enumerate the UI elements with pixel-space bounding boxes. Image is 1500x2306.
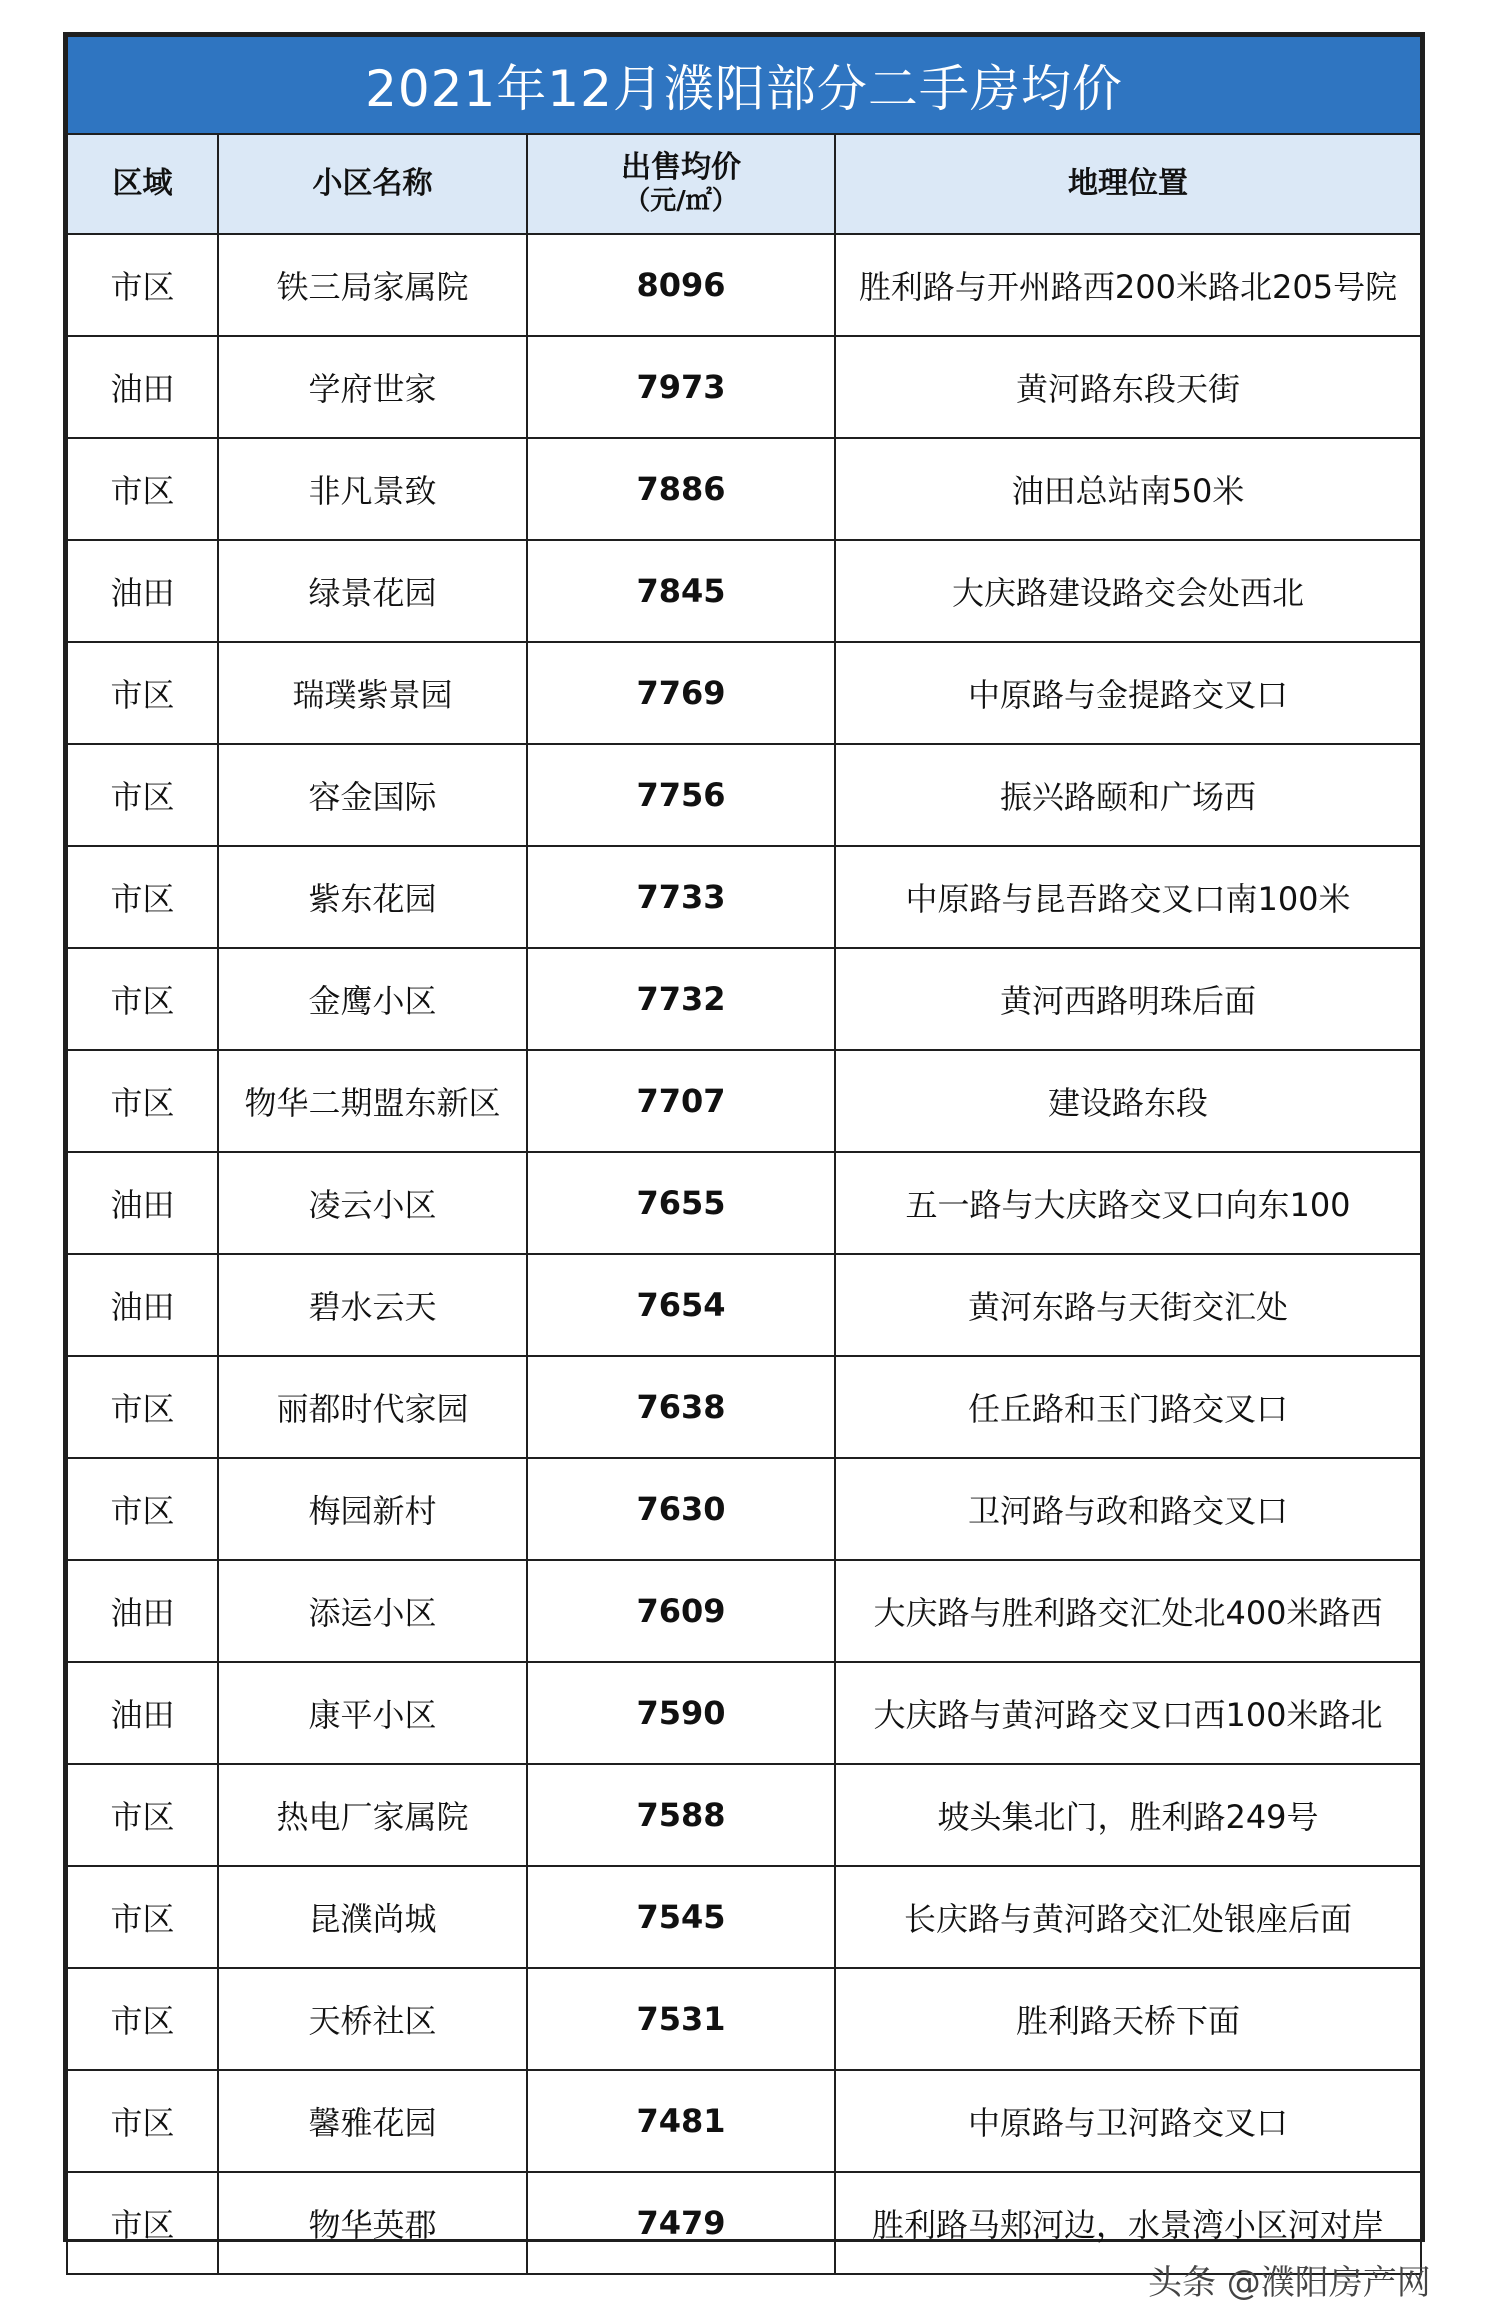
price-table-container: [63, 32, 1425, 2242]
table-row: [67, 744, 1421, 846]
cell-region: 市区: [67, 948, 218, 1050]
cell-location: 胜利路天桥下面: [835, 1968, 1421, 2070]
cell-name: 容金国际: [218, 744, 527, 846]
cell-location: 黄河西路明珠后面: [835, 948, 1421, 1050]
cell-region: 市区: [67, 438, 218, 540]
cell-location: 大庆路与胜利路交汇处北400米路西: [835, 1560, 1421, 1662]
header-price: [527, 134, 835, 234]
cell-name: 瑞璞紫景园: [218, 642, 527, 744]
price-table: [66, 35, 1422, 2275]
cell-name: 碧水云天: [218, 1254, 527, 1356]
cell-region: 油田: [67, 336, 218, 438]
cell-location: 大庆路建设路交会处西北: [835, 540, 1421, 642]
table-row: [67, 1050, 1421, 1152]
cell-price: 7886: [527, 438, 835, 540]
cell-price: 7769: [527, 642, 835, 744]
cell-region: 市区: [67, 846, 218, 948]
cell-location: 油田总站南50米: [835, 438, 1421, 540]
cell-region: 市区: [67, 642, 218, 744]
cell-name: 学府世家: [218, 336, 527, 438]
cell-name: 绿景花园: [218, 540, 527, 642]
cell-price: 7707: [527, 1050, 835, 1152]
header-region: 区域: [67, 134, 218, 234]
cell-name: 丽都时代家园: [218, 1356, 527, 1458]
table-row: [67, 846, 1421, 948]
cell-location: 胜利路与开州路西200米路北205号院: [835, 234, 1421, 336]
cell-location: 五一路与大庆路交叉口向东100: [835, 1152, 1421, 1254]
cell-region: 市区: [67, 1968, 218, 2070]
cell-region: 市区: [67, 234, 218, 336]
cell-name: 紫东花园: [218, 846, 527, 948]
cell-location: 大庆路与黄河路交叉口西100米路北: [835, 1662, 1421, 1764]
watermark: 头条 @濮阳房产网: [1148, 2263, 1431, 2303]
header-location: 地理位置: [835, 134, 1421, 234]
cell-price: 7588: [527, 1764, 835, 1866]
cell-location: 长庆路与黄河路交汇处银座后面: [835, 1866, 1421, 1968]
cell-region: 市区: [67, 1764, 218, 1866]
cell-name: 康平小区: [218, 1662, 527, 1764]
header-price-unit: （元/㎡）: [624, 186, 738, 217]
cell-name: 非凡景致: [218, 438, 527, 540]
cell-name: 铁三局家属院: [218, 234, 527, 336]
cell-region: 油田: [67, 540, 218, 642]
header-name: 小区名称: [218, 134, 527, 234]
cell-location: 黄河路东段天街: [835, 336, 1421, 438]
cell-name: 天桥社区: [218, 1968, 527, 2070]
table-title: 2021年12月濮阳部分二手房均价: [67, 36, 1421, 134]
cell-price: 7733: [527, 846, 835, 948]
cell-region: 市区: [67, 1356, 218, 1458]
table-row: [67, 1560, 1421, 1662]
cell-location: 黄河东路与天街交汇处: [835, 1254, 1421, 1356]
cell-name: 金鹰小区: [218, 948, 527, 1050]
cell-region: 市区: [67, 2172, 218, 2274]
cell-name: 昆濮尚城: [218, 1866, 527, 1968]
cell-price: 7609: [527, 1560, 835, 1662]
cell-location: 任丘路和玉门路交叉口: [835, 1356, 1421, 1458]
table-row: [67, 234, 1421, 336]
table-row: [67, 1764, 1421, 1866]
cell-region: 油田: [67, 1560, 218, 1662]
table-row: [67, 438, 1421, 540]
cell-price: 7973: [527, 336, 835, 438]
cell-price: 7531: [527, 1968, 835, 2070]
table-header-row: [67, 134, 1421, 234]
cell-price: 7590: [527, 1662, 835, 1764]
cell-location: 卫河路与政和路交叉口: [835, 1458, 1421, 1560]
cell-name: 馨雅花园: [218, 2070, 527, 2172]
cell-price: 7479: [527, 2172, 835, 2274]
cell-price: 7638: [527, 1356, 835, 1458]
cell-name: 凌云小区: [218, 1152, 527, 1254]
cell-price: 8096: [527, 234, 835, 336]
cell-location: 中原路与卫河路交叉口: [835, 2070, 1421, 2172]
cell-price: 7481: [527, 2070, 835, 2172]
table-row: [67, 336, 1421, 438]
cell-name: 热电厂家属院: [218, 1764, 527, 1866]
table-row: [67, 540, 1421, 642]
table-row: [67, 1254, 1421, 1356]
table-row: [67, 642, 1421, 744]
cell-location: 振兴路颐和广场西: [835, 744, 1421, 846]
cell-region: 市区: [67, 744, 218, 846]
cell-region: 油田: [67, 1254, 218, 1356]
table-row: [67, 1866, 1421, 1968]
cell-price: 7756: [527, 744, 835, 846]
cell-name: 梅园新村: [218, 1458, 527, 1560]
table-body: [67, 234, 1421, 2274]
cell-price: 7845: [527, 540, 835, 642]
cell-price: 7732: [527, 948, 835, 1050]
cell-price: 7655: [527, 1152, 835, 1254]
table-row: [67, 1458, 1421, 1560]
table-row: [67, 1152, 1421, 1254]
table-row: [67, 948, 1421, 1050]
cell-name: 添运小区: [218, 1560, 527, 1662]
cell-location: 中原路与昆吾路交叉口南100米: [835, 846, 1421, 948]
cell-price: 7654: [527, 1254, 835, 1356]
cell-region: 市区: [67, 1458, 218, 1560]
cell-region: 油田: [67, 1152, 218, 1254]
cell-region: 市区: [67, 1050, 218, 1152]
cell-location: 胜利路马郏河边，水景湾小区河对岸: [835, 2172, 1421, 2274]
cell-price: 7630: [527, 1458, 835, 1560]
cell-price: 7545: [527, 1866, 835, 1968]
table-row: [67, 1356, 1421, 1458]
cell-name: 物华英郡: [218, 2172, 527, 2274]
cell-region: 市区: [67, 2070, 218, 2172]
cell-name: 物华二期盟东新区: [218, 1050, 527, 1152]
cell-region: 油田: [67, 1662, 218, 1764]
table-row: [67, 2070, 1421, 2172]
cell-region: 市区: [67, 1866, 218, 1968]
cell-location: 坡头集北门，胜利路249号: [835, 1764, 1421, 1866]
table-row: [67, 1662, 1421, 1764]
cell-location: 中原路与金提路交叉口: [835, 642, 1421, 744]
header-price-label: 出售均价: [621, 150, 741, 186]
table-row: [67, 1968, 1421, 2070]
cell-location: 建设路东段: [835, 1050, 1421, 1152]
